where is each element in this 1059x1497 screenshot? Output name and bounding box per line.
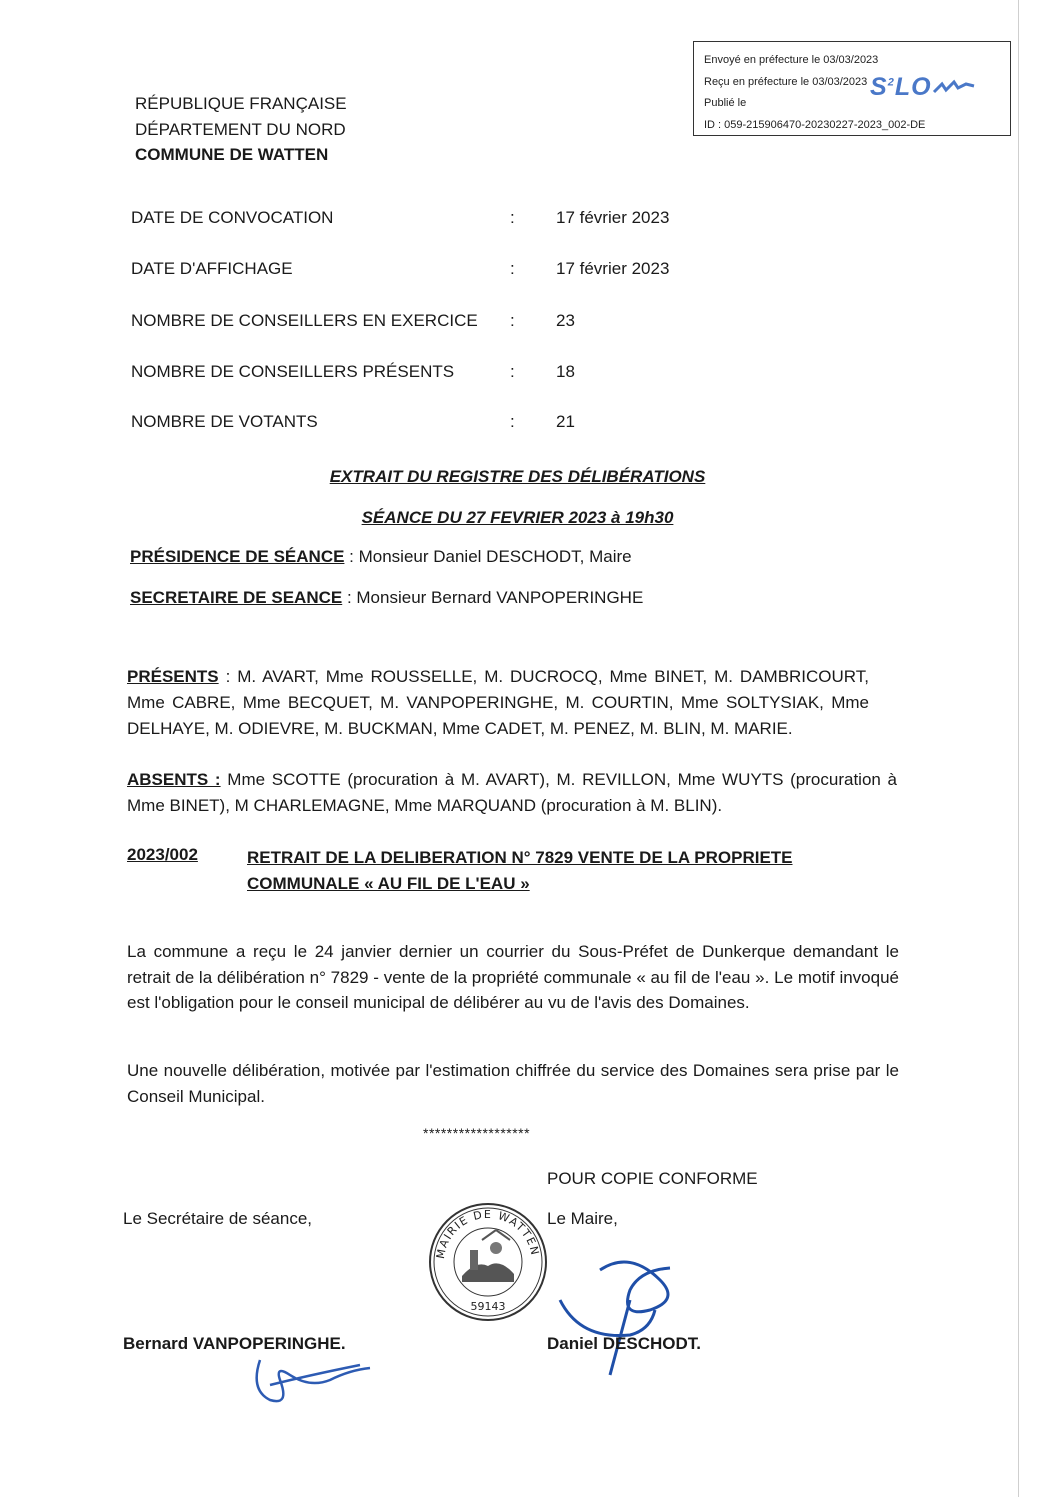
extract-title: EXTRAIT DU REGISTRE DES DÉLIBÉRATIONS xyxy=(329,467,706,486)
info-row xyxy=(131,412,731,436)
separator: ****************** xyxy=(423,1125,531,1141)
info-value: 17 février 2023 xyxy=(556,208,670,227)
info-value: 23 xyxy=(556,311,575,330)
info-colon: : xyxy=(510,362,515,381)
stamp-published: Publié le xyxy=(704,97,747,109)
info-row xyxy=(131,259,731,283)
session-title: SÉANCE DU 27 FEVRIER 2023 à 19h30 xyxy=(361,508,674,527)
s2lo-logo: $S^2LO$ xyxy=(870,73,976,102)
info-label: NOMBRE DE VOTANTS xyxy=(131,412,318,431)
mayor-name: Daniel DESCHODT. xyxy=(547,1334,701,1353)
header-republic: RÉPUBLIQUE FRANÇAISE xyxy=(135,94,347,113)
motion-title: RETRAIT DE LA DELIBERATION N° 7829 VENTE DE LA PROPRIETE COMMUNALE « AU FIL DE L'EAU » xyxy=(247,848,793,893)
mairie-seal-icon xyxy=(426,1200,550,1324)
presents-text: : M. AVART, Mme ROUSSELLE, M. DUCROCQ, Mme BINET, M. DAMBRICOURT, Mme CABRE, Mme BECQUET, M. VANPOPERINGHE, M. COURTIN, Mme SOLTYSIAK, Mme DELHAYE, M. ODIEVRE, M. BUCKMAN, Mme CADET, M. PENEZ, M. BLIN, M. MARIE. xyxy=(127,667,869,738)
svg-text:59143: 59143 xyxy=(470,1300,506,1313)
copy-conforme: POUR COPIE CONFORME xyxy=(547,1169,758,1188)
motion-number: 2023/002 xyxy=(127,845,198,864)
info-row xyxy=(131,208,731,232)
document-header xyxy=(135,91,347,168)
info-colon: : xyxy=(510,412,515,431)
stamp-sent: Envoyé en préfecture le 03/03/2023 xyxy=(704,54,879,66)
info-value: 21 xyxy=(556,412,575,431)
info-row xyxy=(131,311,731,335)
info-label: DATE DE CONVOCATION xyxy=(131,208,334,227)
info-colon: : xyxy=(510,311,515,330)
info-colon: : xyxy=(510,259,515,278)
body-paragraph-2: Une nouvelle délibération, motivée par l'estimation chiffrée du service des Domaines sera prise par le Conseil Municipal. xyxy=(127,1061,899,1106)
info-row xyxy=(131,362,731,386)
absents-text: Mme SCOTTE (procuration à M. AVART), M. REVILLON, Mme WUYTS (procuration à Mme BINET), M CHARLEMAGNE, Mme MARQUAND (procuration à M. BLIN). xyxy=(127,770,897,815)
info-colon: : xyxy=(510,208,515,227)
presidence-label: PRÉSIDENCE DE SÉANCE xyxy=(130,547,345,566)
stamp-received: Reçu en préfecture le 03/03/2023 xyxy=(704,75,868,88)
mayor-signature-icon xyxy=(540,1240,700,1380)
page-edge xyxy=(1018,0,1019,1497)
info-label: NOMBRE DE CONSEILLERS PRÉSENTS xyxy=(131,362,455,381)
secretaire-label: SECRETAIRE DE SEANCE xyxy=(130,588,343,607)
absents-paragraph xyxy=(127,767,897,819)
presidence-line xyxy=(130,547,632,567)
header-commune: COMMUNE DE WATTEN xyxy=(135,145,329,164)
presents-paragraph xyxy=(127,664,869,742)
info-label: DATE D'AFFICHAGE xyxy=(131,259,293,278)
info-value: 17 février 2023 xyxy=(556,259,670,278)
presents-label: PRÉSENTS xyxy=(127,667,219,686)
info-value: 18 xyxy=(556,362,575,381)
absents-label: ABSENTS : xyxy=(127,770,221,789)
header-department: DÉPARTEMENT DU NORD xyxy=(135,119,346,139)
secretary-name: Bernard VANPOPERINGHE. xyxy=(123,1334,346,1353)
secretary-signature-icon xyxy=(230,1340,380,1420)
info-label: NOMBRE DE CONSEILLERS EN EXERCICE xyxy=(131,311,478,330)
presidence-value: : Monsieur Daniel DESCHODT, Maire xyxy=(344,547,632,566)
svg-text:MAIRIE DE WATTEN: MAIRIE DE WATTEN xyxy=(433,1207,542,1260)
stamp-id: ID : 059-215906470-20230227-2023_002-DE xyxy=(704,118,926,131)
mayor-role: Le Maire, xyxy=(547,1209,618,1228)
body-paragraph-1: La commune a reçu le 24 janvier dernier un courrier du Sous-Préfet de Dunkerque demandant le retrait de la délibération n° 7829 - vente de la propriété communale « au fil de l'eau ». Le motif invoqué est l'obligation pour le conseil municipal de délibérer au vu de l'avis des Domaines. xyxy=(127,942,899,1012)
secretary-role: Le Secrétaire de séance, xyxy=(123,1209,313,1228)
secretaire-value: : Monsieur Bernard VANPOPERINGHE xyxy=(342,588,644,607)
secretaire-line xyxy=(130,588,643,608)
